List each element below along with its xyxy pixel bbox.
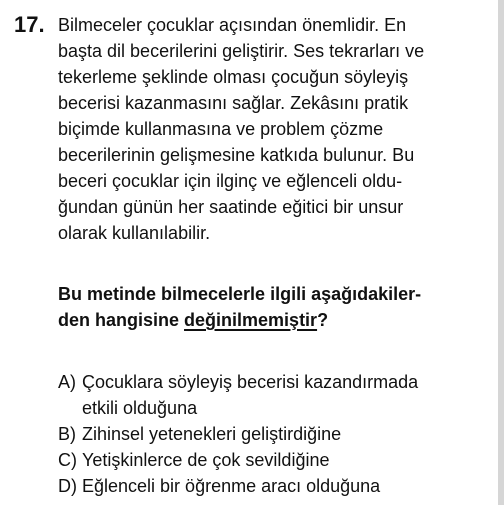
option-b[interactable]	[58, 421, 498, 447]
passage-line: beceri çocuklar için ilginç ve eğlenceli oldu-	[58, 171, 403, 191]
answer-options	[58, 369, 498, 499]
passage-line: Bilmeceler çocuklar açısından önemlidir. En	[58, 15, 407, 35]
option-text-line: Zihinsel yetenekleri geliştirdiğine	[82, 424, 342, 444]
option-text	[82, 421, 341, 447]
question-number: 17.	[14, 12, 45, 37]
option-text-line: etkili olduğuna	[82, 398, 198, 418]
option-text-line: Yetişkinlerce de çok sevildiğine	[82, 450, 330, 470]
prompt-line-2	[58, 307, 498, 333]
prompt-question-mark: ?	[317, 310, 329, 330]
passage-line: ğundan günün her saatinde eğitici bir unsur	[58, 197, 404, 217]
prompt-underlined-word: değinilmemiştir	[184, 310, 318, 330]
option-text-line: Eğlenceli bir öğrenme aracı olduğuna	[82, 476, 381, 496]
passage-line: başta dil becerilerini geliştirir. Ses tekrarları ve	[58, 41, 425, 61]
option-letter: C)	[58, 450, 77, 470]
prompt-line-2-start: den hangisine	[58, 310, 185, 330]
page-edge-divider	[498, 0, 504, 505]
passage-line: biçimde kullanmasına ve problem çözme	[58, 119, 384, 139]
option-d[interactable]	[58, 473, 498, 499]
option-text-line: Çocuklara söyleyiş becerisi kazandırmada	[82, 372, 419, 392]
option-letter: D)	[58, 476, 77, 496]
passage-line: becerisi kazanmasını sağlar. Zekâsını pratik	[58, 93, 409, 113]
question-prompt	[58, 281, 498, 333]
passage-line: tekerleme şeklinde olması çocuğun söyleyiş	[58, 67, 409, 87]
option-text	[82, 369, 418, 421]
option-a[interactable]	[58, 369, 498, 421]
passage-text	[58, 12, 498, 246]
option-letter: A)	[58, 372, 76, 392]
passage-line: olarak kullanılabilir.	[58, 223, 211, 243]
option-c[interactable]	[58, 447, 498, 473]
option-text	[82, 473, 380, 499]
passage-line: becerilerinin gelişmesine katkıda bulunur. Bu	[58, 145, 415, 165]
prompt-line-1: Bu metinde bilmecelerle ilgili aşağıdakiler-	[58, 284, 422, 304]
option-letter: B)	[58, 424, 76, 444]
option-text	[82, 447, 329, 473]
